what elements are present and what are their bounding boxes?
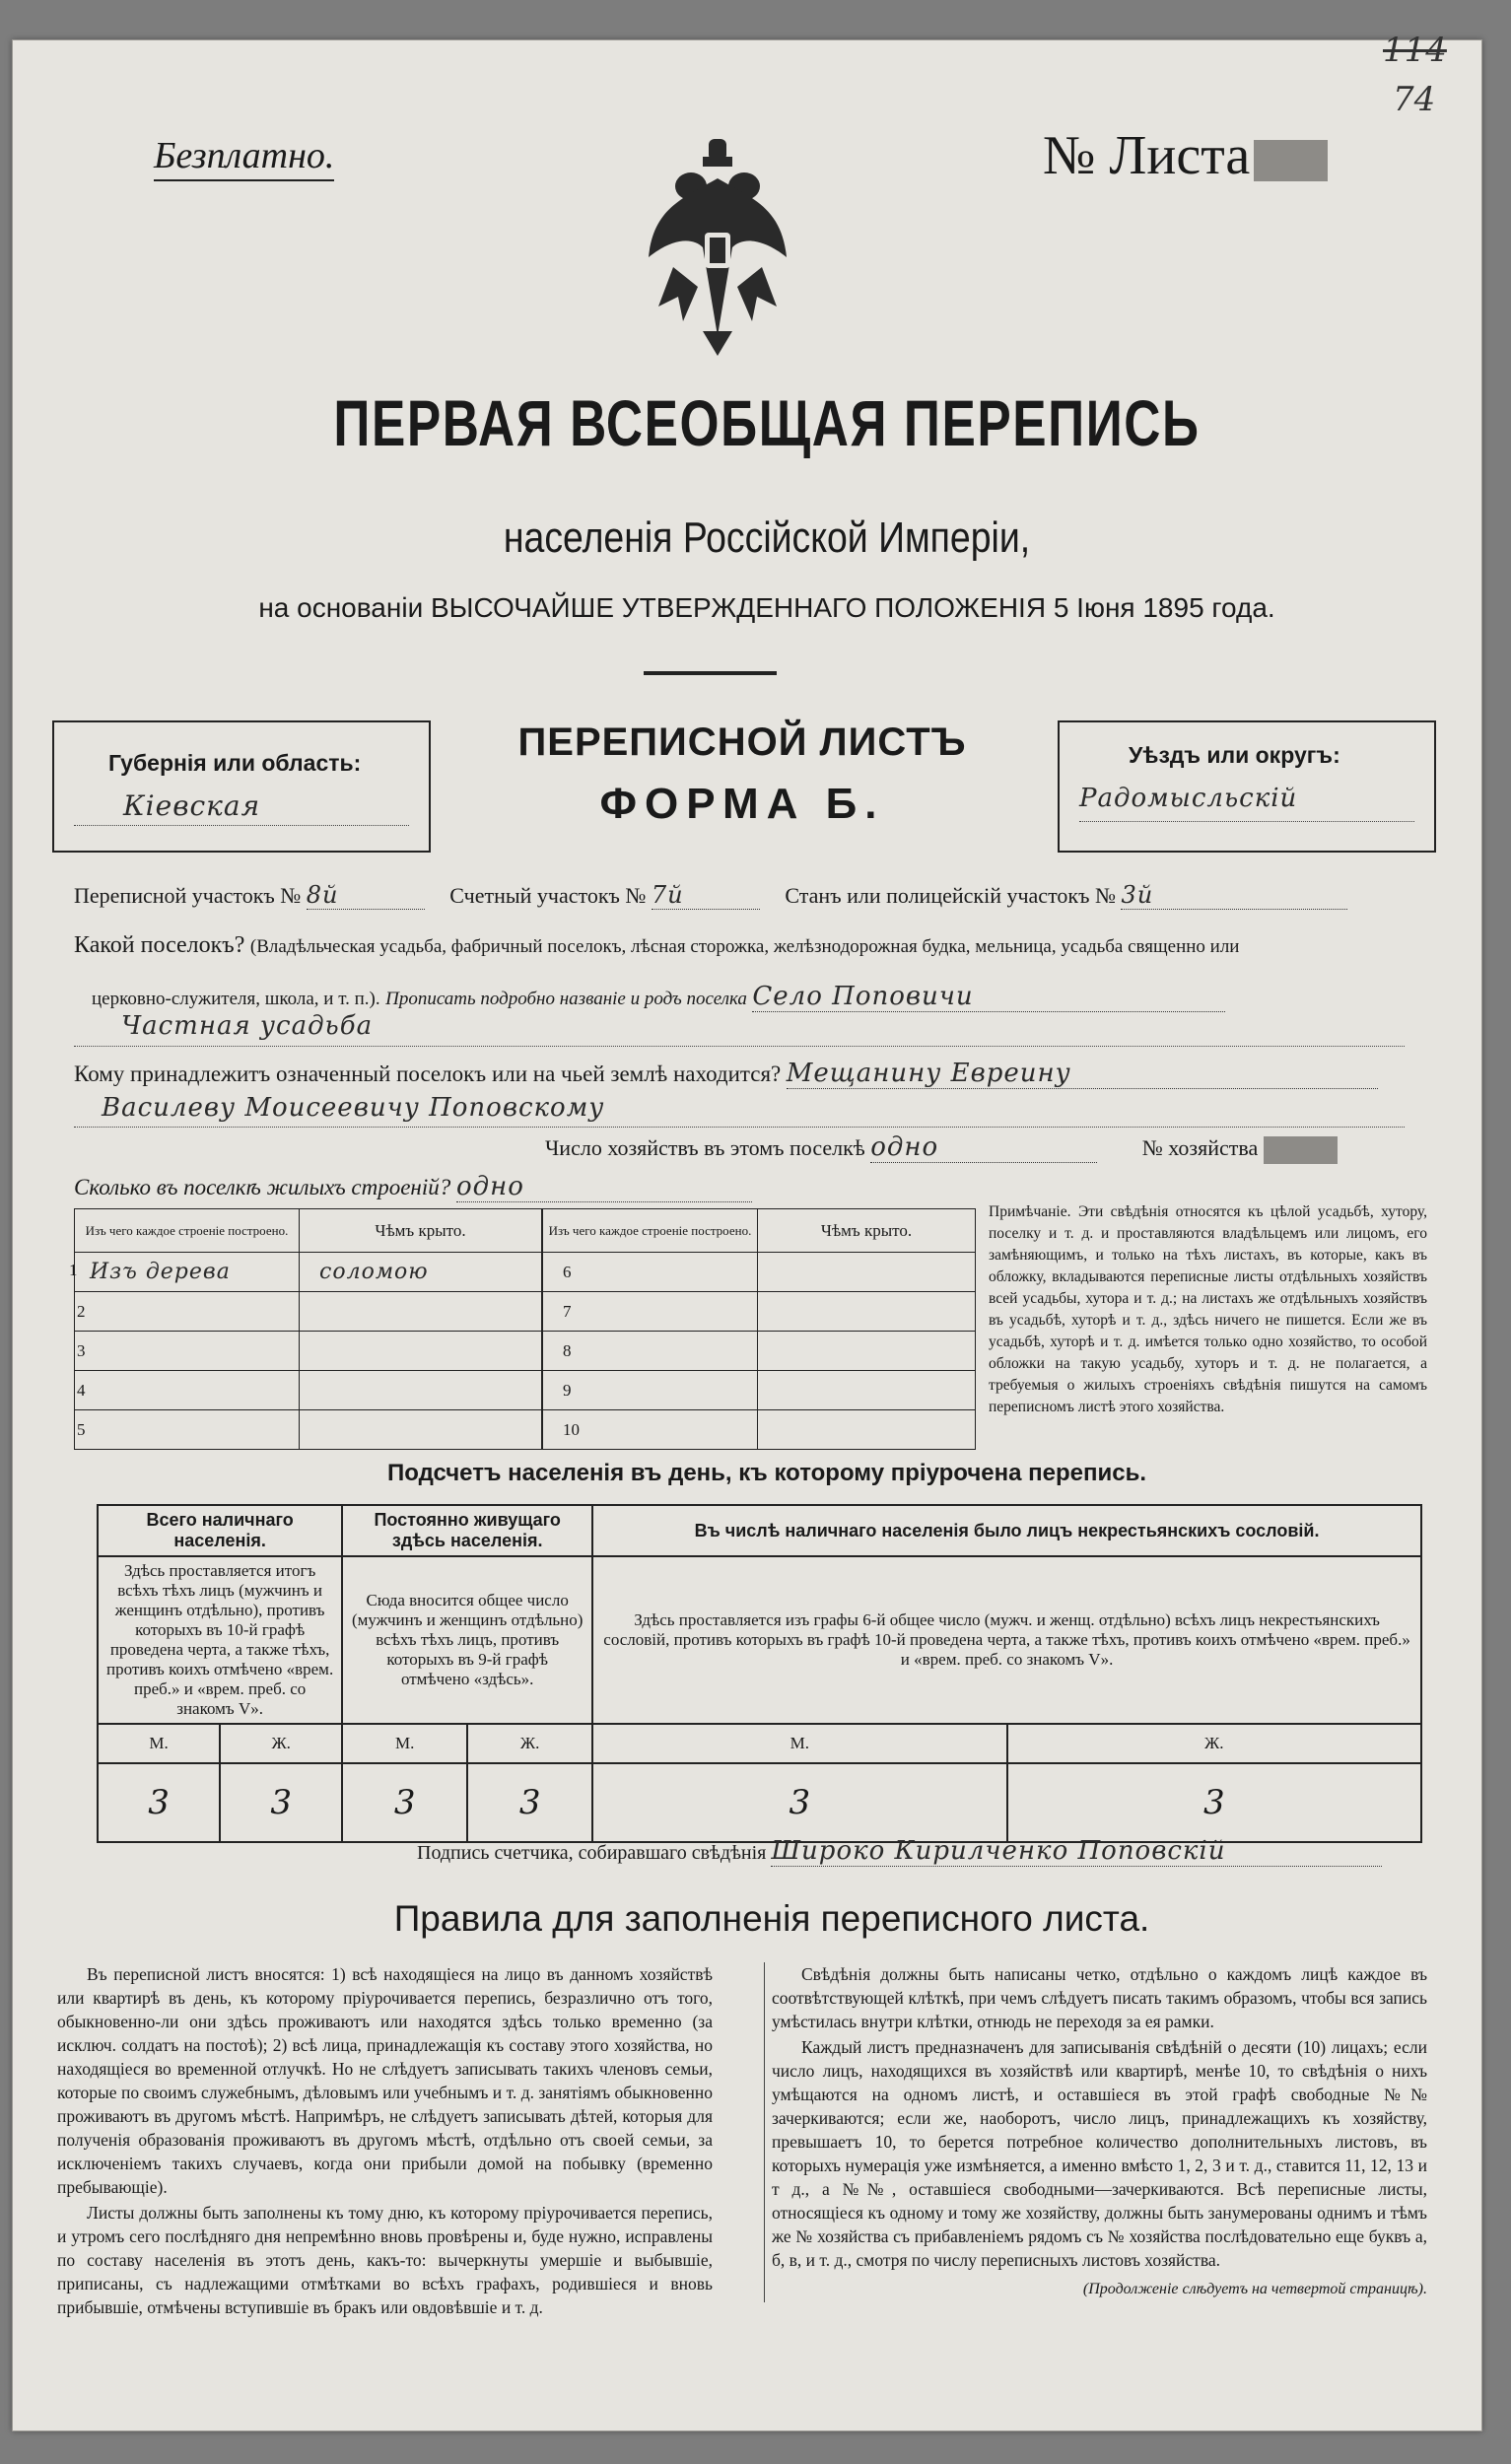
owner-question: Кому принадлежитъ означенный поселокъ или на чьей землѣ находится?	[74, 1061, 782, 1086]
count-district-value: 7й	[652, 881, 760, 910]
rules-right-column	[772, 1962, 1427, 2301]
signature-value: Широко Кирилченко Поповскій	[771, 1836, 1382, 1867]
count-title: Подсчетъ населенія въ день, къ которому пріурочена перепись.	[387, 1460, 1146, 1486]
households-value: одно	[870, 1132, 1097, 1163]
table-row: 5	[75, 1410, 542, 1450]
col-total-head: Всего наличнаго населенія.	[98, 1505, 342, 1556]
double-headed-eagle-icon	[644, 139, 791, 356]
gubernia-value: Кіевская	[123, 789, 261, 822]
uezd-value: Радомысльскій	[1079, 784, 1298, 813]
buildings-note: Примѣчаніе. Эти свѣдѣнія относятся къ цѣлой усадьбѣ, хутору, поселку и т. д. и проставляются владѣльцемъ или лицомъ, его замѣняющимъ, и только на тѣхъ листахъ, въ которые, какъ въ обложку, вкладываются переписные листы отдѣльныхъ хозяйствъ всей усадьбы, хутора и т. д.; на листахъ же отдѣльныхъ хозяйствъ въ усадьбѣ, хуторѣ и т. д., здѣсь ничего не пишется. Если же въ усадьбѣ, хуторѣ и т. д. имѣется только одно хозяйство, то особой обложки на такую усадьбу, хуторъ и т. д. не полагается, а требуемыя о жилыхъ строеніяхъ свѣдѣнія пишутся на самомъ переписномъ листѣ этого хозяйства.	[989, 1203, 1427, 1415]
rules-continued: (Продолженіе слѣдуетъ на четвертой страницѣ).	[1082, 2281, 1427, 2297]
settlement-line-2	[92, 982, 1225, 1012]
table-row: 7	[543, 1292, 976, 1332]
rules-title: Правила для заполненія переписного листа.	[393, 1898, 1150, 1939]
table-row: 6	[543, 1253, 976, 1292]
form-name: ФОРМА Б.	[599, 780, 885, 828]
table-row: 8	[543, 1332, 976, 1371]
rules-left-p2: Листы должны быть заполнены къ тому дню, къ которому пріурочивается перепись, и утромъ сего послѣдняго дня непремѣнно вновь провѣрены и, буде нужно, исправлены по составу населенія въ этотъ день, какъ-то: вычеркнуты умершіе и выбывшіе, приписаны, съ надлежащими отмѣтками во всѣхъ графахъ, родившіеся и вновь прибывшіе, отмѣчены вступившіе въ бракъ или овдовѣвшіе и т. д.	[57, 2203, 713, 2317]
table-row: 9	[543, 1371, 976, 1410]
col-total-text: Здѣсь проставляется итогъ всѣхъ тѣхъ лицъ (мужчинъ и женщинъ отдѣльно), противъ которыхъ въ 10-й графѣ проведена черта, а также тѣхъ, противъ коихъ отмѣчено «врем. преб.» и «врем. преб. со знакомъ V».	[98, 1556, 342, 1724]
owner-line	[74, 1059, 1378, 1089]
census-subtitle: населенія Россійской Имперіи,	[503, 513, 1031, 562]
stan-label: Станъ или полицейскій участокъ №	[785, 883, 1116, 908]
col-nonpeasant-text: Здѣсь проставляется изъ графы 6-й общее число (мужч. и женщ. отдѣльно) всѣхъ лицъ некрестьянскихъ сословій, противъ которыхъ въ графѣ 10-й проведена черта, а также тѣхъ, противъ коихъ отмѣчено «врем. преб.» и «врем. преб. со знакомъ V».	[592, 1556, 1421, 1724]
table-row: 2	[75, 1292, 542, 1332]
col-roof: Чѣмъ крыто.	[758, 1209, 976, 1253]
column-divider	[764, 1962, 765, 2302]
rules-left-p1: Въ переписной листъ вносятся: 1) всѣ находящіеся на лицо въ данномъ хозяйствѣ или квартирѣ въ день, къ которому пріурочивается перепись, безразлично отъ того, обыкновенно-ли они здѣсь проживаютъ или находятся здѣсь только временно (за исключ. солдатъ на постоѣ); 2) всѣ лица, принадлежащія къ составу этого хозяйства, но находящіеся во временной отлучкѣ. Но не слѣдуетъ записывать такихъ членовъ семьи, которые по своимъ служебнымъ, дѣловымъ или учебнымъ и т. д. занятіямъ обыкновенно проживаютъ въ другомъ мѣстѣ. Напримѣръ, не слѣдуетъ записывать дѣтей, которыя для полученія образованія проживаютъ въ другомъ мѣстѣ, отдѣльно отъ своей семьи, за исключеніемъ такихъ случаевъ, когда они прибыли домой на побывку (временно пребывающіе).	[57, 1964, 713, 2197]
male-header: М.	[342, 1724, 467, 1763]
household-number-stamp	[1264, 1136, 1338, 1164]
signature-line	[417, 1836, 1382, 1867]
female-header: Ж.	[1007, 1724, 1421, 1763]
total-female-value: 3	[220, 1763, 342, 1842]
settlement-value-1: Село Поповичи	[752, 982, 1225, 1012]
census-district-label: Переписной участокъ №	[74, 883, 302, 908]
dwellings-line	[74, 1172, 752, 1202]
rules-left-column	[57, 1962, 713, 2321]
stan-value: 3й	[1121, 881, 1347, 910]
dwellings-value: одно	[456, 1172, 752, 1202]
buildings-table-right	[542, 1208, 976, 1450]
census-basis: на основаніи ВЫСОЧАЙШЕ УТВЕРЖДЕННАГО ПОЛОЖЕНІЯ 5 Іюня 1895 года.	[258, 592, 1275, 623]
archive-number: 74	[1393, 80, 1436, 119]
settlement-instruction: Прописать подробно названіе и родъ поселка	[385, 989, 747, 1009]
col-material: Изъ чего каждое строеніе построено.	[75, 1209, 300, 1253]
sheet-number	[1043, 124, 1328, 187]
settlement-question: Какой поселокъ?	[74, 932, 245, 958]
settlement-line	[74, 932, 1239, 959]
table-row: 4	[75, 1371, 542, 1410]
owner-value-1: Мещанину Евреину	[787, 1059, 1378, 1089]
signature-label: Подпись счетчика, собиравшаго свѣдѣнія	[417, 1842, 767, 1864]
gubernia-label: Губернія или область:	[108, 750, 362, 776]
settlement-value-2: Частная усадьба	[121, 1011, 374, 1041]
gubernia-box	[52, 720, 431, 853]
rules-right-p2: Каждый листъ предназначенъ для записыванія свѣдѣній о десяти (10) лицахъ; если число лицъ, находящихся въ хозяйствѣ или квартирѣ, менѣе 10, то свѣдѣнія о нихъ умѣщаются на одномъ листѣ, и оставшіеся въ этой графѣ свободные №№ зачеркиваются; если же, наоборотъ, число лицъ, принадлежащихъ къ хозяйству, превышаетъ 10, то берется потребное количество дополнительныхъ листовъ, въ которыхъ нумерація уже измѣняется, а именно вмѣсто 1, 2, 3 и т. д., ставится 11, 12, 13 и т д., а №№, оставшіеся свободными—зачеркиваются. Всѣ переписные листы, относящіеся къ одному и тому же хозяйству, должны быть занумерованы однимъ и тѣмъ же № хозяйства съ прибавленіемъ рядомъ съ № хозяйства послѣдовательно еще буквъ а, б, в, и т. д., смотря по числу переписныхъ листовъ хозяйства.	[772, 2037, 1427, 2270]
male-header: М.	[592, 1724, 1006, 1763]
col-nonpeasant-head: Въ числѣ наличнаго населенія было лицъ некрестьянскихъ сословій.	[592, 1505, 1421, 1556]
form-title: ПЕРЕПИСНОЙ ЛИСТЪ	[517, 720, 967, 764]
sheet-number-stamp	[1254, 140, 1328, 181]
count-district-label: Счетный участокъ №	[449, 883, 647, 908]
divider	[644, 671, 777, 675]
population-count-table	[97, 1504, 1422, 1843]
archive-number-old: 114	[1383, 31, 1447, 70]
uezd-box	[1058, 720, 1436, 853]
table-row: 10	[543, 1410, 976, 1450]
permanent-male-value: 3	[342, 1763, 467, 1842]
households-line	[545, 1132, 1338, 1164]
female-header: Ж.	[467, 1724, 592, 1763]
permanent-female-value: 3	[467, 1763, 592, 1842]
buildings-table-left	[69, 1208, 542, 1450]
table-row: 1 Изъ дерева соломою	[75, 1253, 542, 1292]
nonpeasant-male-value: 3	[592, 1763, 1006, 1842]
total-male-value: 3	[98, 1763, 220, 1842]
owner-value-2: Василеву Моисеевичу Поповскому	[102, 1093, 605, 1123]
census-title: ПЕРВАЯ ВСЕОБЩАЯ ПЕРЕПИСЬ	[333, 386, 1201, 459]
census-district-value: 8й	[307, 881, 425, 910]
dwellings-question: Сколько въ поселкѣ жилыхъ строеній?	[74, 1175, 451, 1199]
household-number-label: № хозяйства	[1141, 1135, 1259, 1160]
male-header: М.	[98, 1724, 220, 1763]
uezd-label: Уѣздъ или округъ:	[1129, 742, 1340, 768]
col-material: Изъ чего каждое строеніе построено.	[543, 1209, 758, 1253]
col-permanent-head: Постоянно живущаго здѣсь населенія.	[342, 1505, 592, 1556]
rules-right-p1: Свѣдѣнія должны быть написаны четко, отдѣльно о каждомъ лицѣ каждое въ соотвѣтствующей клѣткѣ, при чемъ слѣдуетъ писать такимъ образомъ, чтобы вся запись умѣстилась внутри клѣтки, отнюдь не переходя за ея рамки.	[772, 1964, 1427, 2031]
sheet-number-label: № Листа	[1043, 125, 1251, 186]
census-sheet	[12, 31, 1482, 2431]
col-roof: Чѣмъ крыто.	[300, 1209, 542, 1253]
col-permanent-text: Сюда вносится общее число (мужчинъ и женщинъ отдѣльно) всѣхъ тѣхъ лицъ, противъ которыхъ въ 9-й графѣ отмѣчено «здѣсь».	[342, 1556, 592, 1724]
settlement-hint-2: церковно-служителя, школа, и т. п.).	[92, 989, 380, 1009]
nonpeasant-female-value: 3	[1007, 1763, 1421, 1842]
free-label: Безплатно.	[154, 134, 334, 181]
households-label: Число хозяйствъ въ этомъ поселкѣ	[545, 1135, 865, 1160]
female-header: Ж.	[220, 1724, 342, 1763]
districts-line	[74, 881, 1347, 910]
settlement-hint: (Владѣльческая усадьба, фабричный поселокъ, лѣсная сторожка, желѣзнодорожная будка, мельница, усадьба священно или	[249, 936, 1240, 957]
table-row: 3	[75, 1332, 542, 1371]
